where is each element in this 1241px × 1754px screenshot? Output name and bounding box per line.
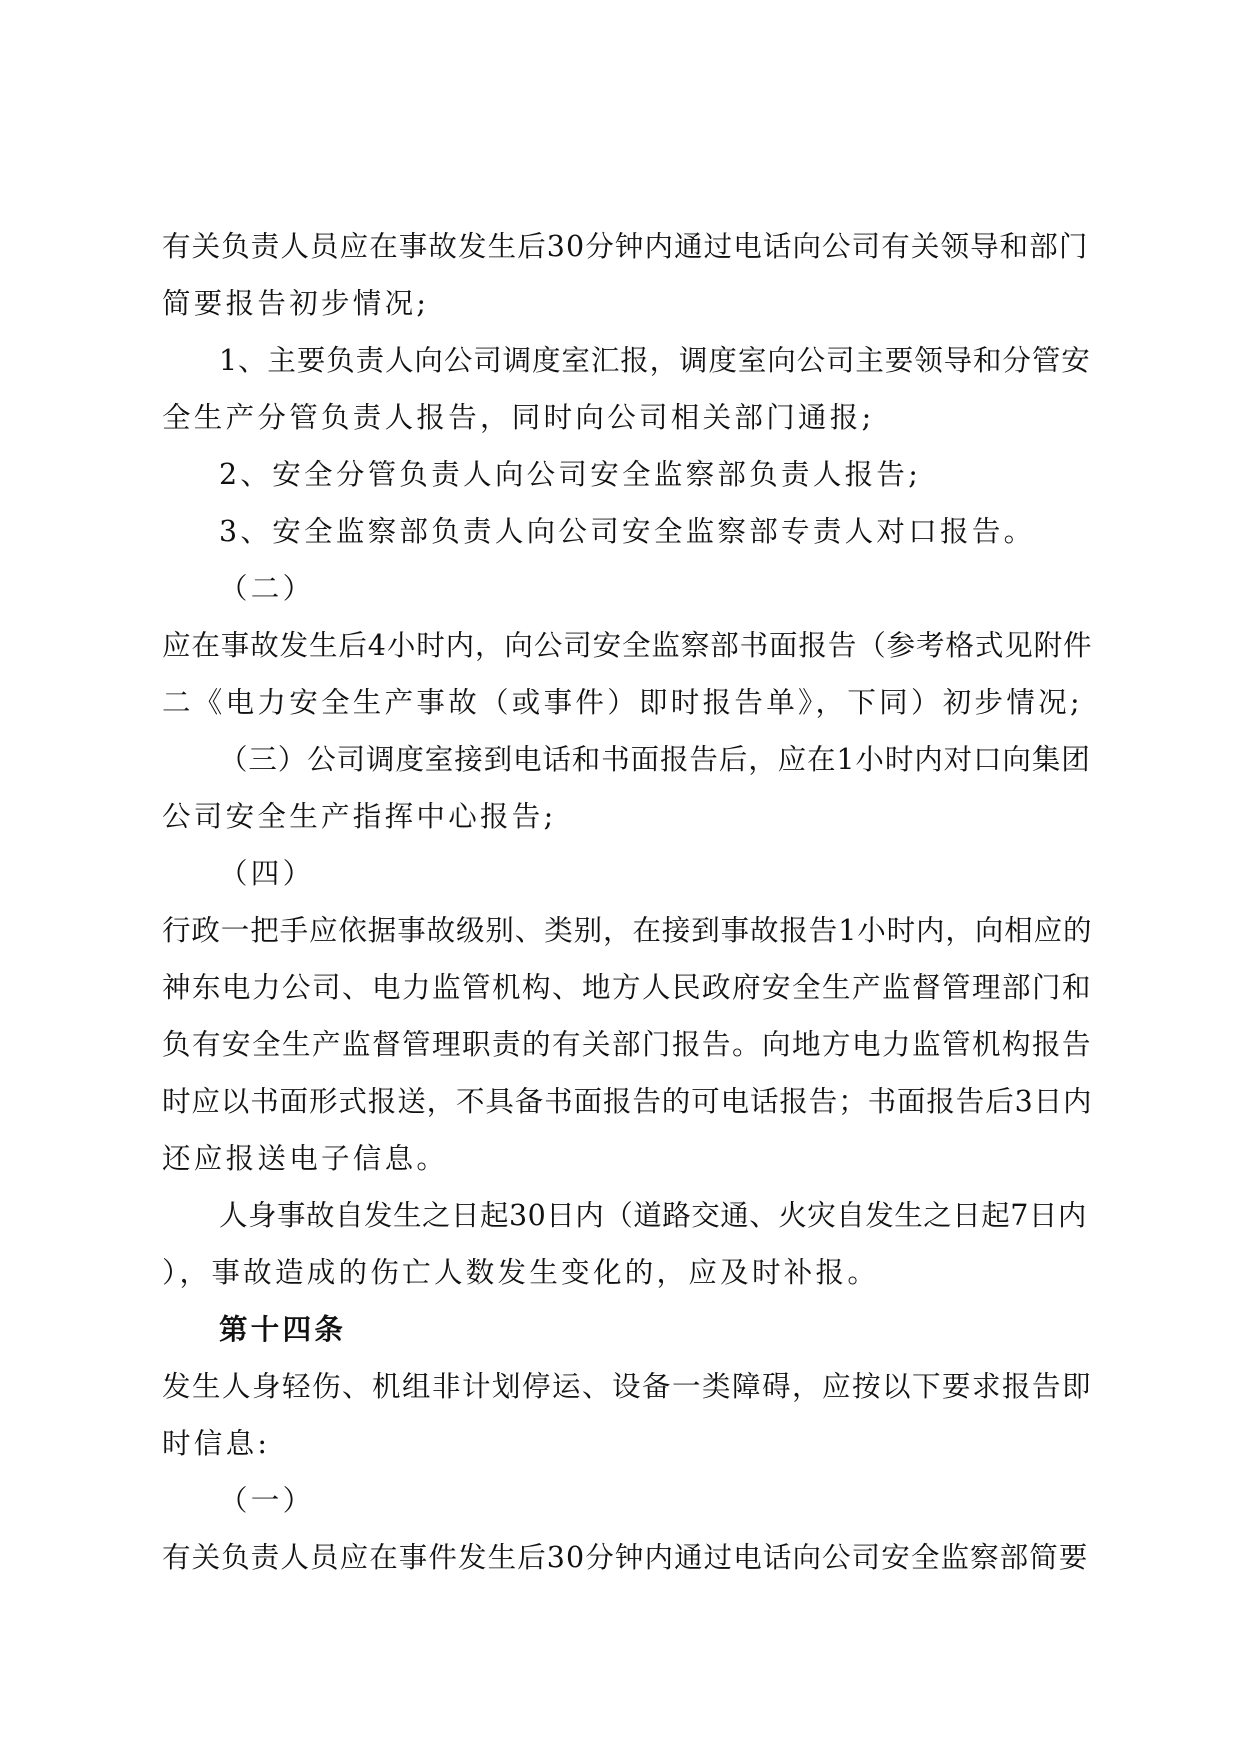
text-line-13: 行政一把手应依据事故级别、类别，在接到事故报告1小时内，向相应的 bbox=[162, 914, 1093, 947]
section-label-2: （二） bbox=[219, 572, 315, 605]
text-line-8: 应在事故发生后4小时内，向公司安全监察部书面报告（参考格式见附件 bbox=[162, 629, 1093, 662]
article-heading: 第十四条 bbox=[219, 1312, 347, 1346]
text-line-19: ），事故造成的伤亡人数发生变化的，应及时补报。 bbox=[162, 1256, 880, 1289]
document-body bbox=[162, 218, 1092, 1586]
text-line-1: 有关负责人员应在事故发生后30分钟内通过电话向公司有关领导和部门 bbox=[162, 230, 1089, 263]
text-line-14: 神东电力公司、电力监管机构、地方人民政府安全生产监督管理部门和 bbox=[162, 971, 1093, 1004]
text-line-10: （三）公司调度室接到电话和书面报告后，应在1小时内对口向集团 bbox=[219, 743, 1091, 776]
text-line-22: 时信息: bbox=[162, 1427, 271, 1460]
text-line-24: 有关负责人员应在事件发生后30分钟内通过电话向公司安全监察部简要 bbox=[162, 1541, 1089, 1574]
text-line-5: 2、安全分管负责人向公司安全监察部负责人报告; bbox=[219, 458, 922, 491]
text-line-21: 发生人身轻伤、机组非计划停运、设备一类障碍，应按以下要求报告即 bbox=[162, 1370, 1093, 1403]
text-line-17: 还应报送电子信息。 bbox=[162, 1142, 449, 1175]
text-line-11: 公司安全生产指挥中心报告; bbox=[162, 800, 557, 833]
text-line-18: 人身事故自发生之日起30日内（道路交通、火灾自发生之日起7日内 bbox=[219, 1199, 1087, 1232]
text-line-9: 二《电力安全生产事故（或事件）即时报告单》，下同）初步情况; bbox=[162, 686, 1083, 719]
text-line-2: 简要报告初步情况; bbox=[162, 287, 430, 320]
text-line-16: 时应以书面形式报送，不具备书面报告的可电话报告；书面报告后3日内 bbox=[162, 1085, 1093, 1118]
text-line-4: 全生产分管负责人报告，同时向公司相关部门通报; bbox=[162, 401, 875, 434]
section-label-4: （四） bbox=[219, 857, 315, 890]
section-label-1: （一） bbox=[219, 1484, 315, 1517]
text-line-6: 3、安全监察部负责人向公司安全监察部专责人对口报告。 bbox=[219, 515, 1036, 548]
text-line-15: 负有安全生产监督管理职责的有关部门报告。向地方电力监管机构报告 bbox=[162, 1028, 1093, 1061]
text-line-3: 1、主要负责人向公司调度室汇报，调度室向公司主要领导和分管安 bbox=[219, 344, 1091, 377]
